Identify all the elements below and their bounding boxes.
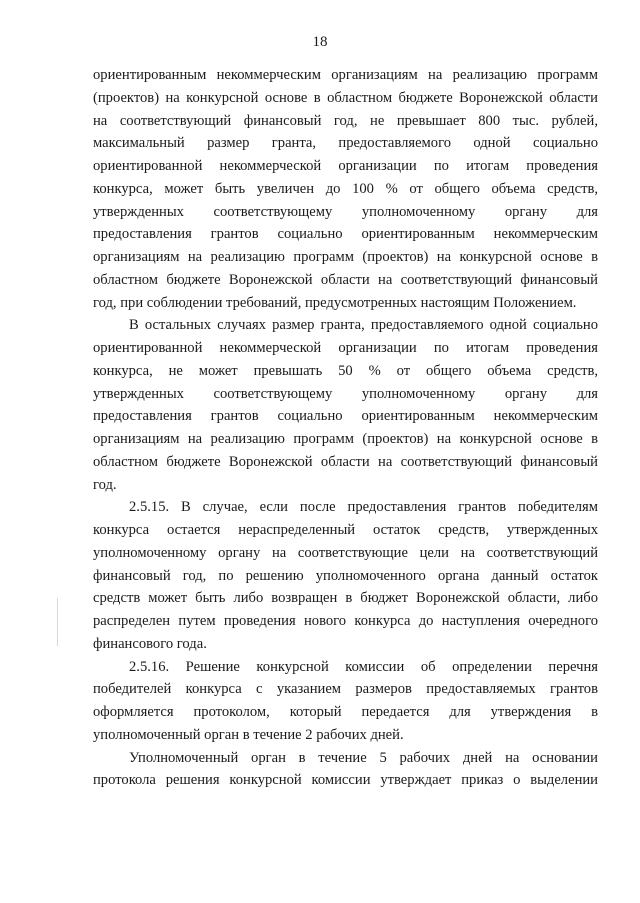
text-line: ориентированной некоммерческой организации по итогам проведения (93, 340, 598, 356)
text-line: утвержденных соответствующему уполномоченному органу для (93, 203, 598, 220)
text-line: организациям на реализацию программ (проектов) на конкурсной основе в (93, 249, 598, 265)
text-line: победителей конкурса с указанием размеров предоставляемых грантов (93, 681, 598, 698)
text-line: (проектов) на конкурсной основе в областном бюджете Воронежской области (93, 89, 598, 106)
paragraph-5 (93, 747, 598, 793)
text-line: оформляется протоколом, который передается для утверждения в (93, 704, 598, 720)
text-line: максимальный размер гранта, предоставляемого одной социально (93, 135, 598, 152)
text-line: финансового года. (93, 635, 207, 652)
text-line: конкурса остается нераспределенный остаток средств, утвержденных (93, 522, 598, 538)
text-line: областном бюджете Воронежской области на соответствующий финансовый (93, 453, 598, 470)
text-line: 2.5.16. Решение конкурсной комиссии об определении перечня (129, 658, 598, 675)
text-line: уполномоченный орган в течение 2 рабочих дней. (93, 726, 404, 743)
scan-artifact-line (57, 598, 58, 646)
text-line: 2.5.15. В случае, если после предоставления грантов победителям (129, 499, 598, 516)
text-line: ориентированной некоммерческой организации по итогам проведения (93, 158, 598, 174)
text-line: утвержденных соответствующему уполномоченному органу для (93, 385, 598, 402)
paragraph-4 (93, 656, 598, 747)
text-line: организациям на реализацию программ (проектов) на конкурсной основе в (93, 431, 598, 447)
text-line: распределен путем проведения нового конкурса до наступления очередного (93, 613, 598, 629)
text-line: протокола решения конкурсной комиссии утверждает приказ о выделении (93, 772, 598, 789)
text-line: средств может быть либо возвращен в бюджет Воронежской области, либо (93, 590, 598, 607)
text-line: В остальных случаях размер гранта, предоставляемого одной социально (129, 317, 598, 334)
text-line: финансовый год, по решению уполномоченного органа данный остаток (93, 567, 598, 584)
paragraph-3 (93, 496, 598, 655)
page-number: 18 (312, 34, 328, 50)
paragraph-2 (93, 314, 598, 496)
text-line: год. (93, 476, 117, 493)
text-line: ориентированным некоммерческим организациям на реализацию программ (93, 67, 598, 83)
text-line: уполномоченному органу на соответствующие цели на соответствующий (93, 544, 598, 561)
text-line: областном бюджете Воронежской области на соответствующий финансовый (93, 271, 598, 288)
paragraph-1 (93, 64, 598, 314)
text-line: год, при соблюдении требований, предусмотренных настоящим Положением. (93, 294, 577, 311)
text-line: конкурса, может быть увеличен до 100 % от общего объема средств, (93, 180, 598, 197)
text-line: Уполномоченный орган в течение 5 рабочих дней на основании (129, 749, 598, 766)
text-line: конкурса, не может превышать 50 % от общего объема средств, (93, 362, 598, 379)
text-line: на соответствующий финансовый год, не превышает 800 тыс. рублей, (93, 112, 598, 129)
body-text (93, 64, 598, 792)
text-line: предоставления грантов социально ориентированным некоммерческим (93, 226, 598, 243)
text-line: предоставления грантов социально ориентированным некоммерческим (93, 408, 598, 425)
